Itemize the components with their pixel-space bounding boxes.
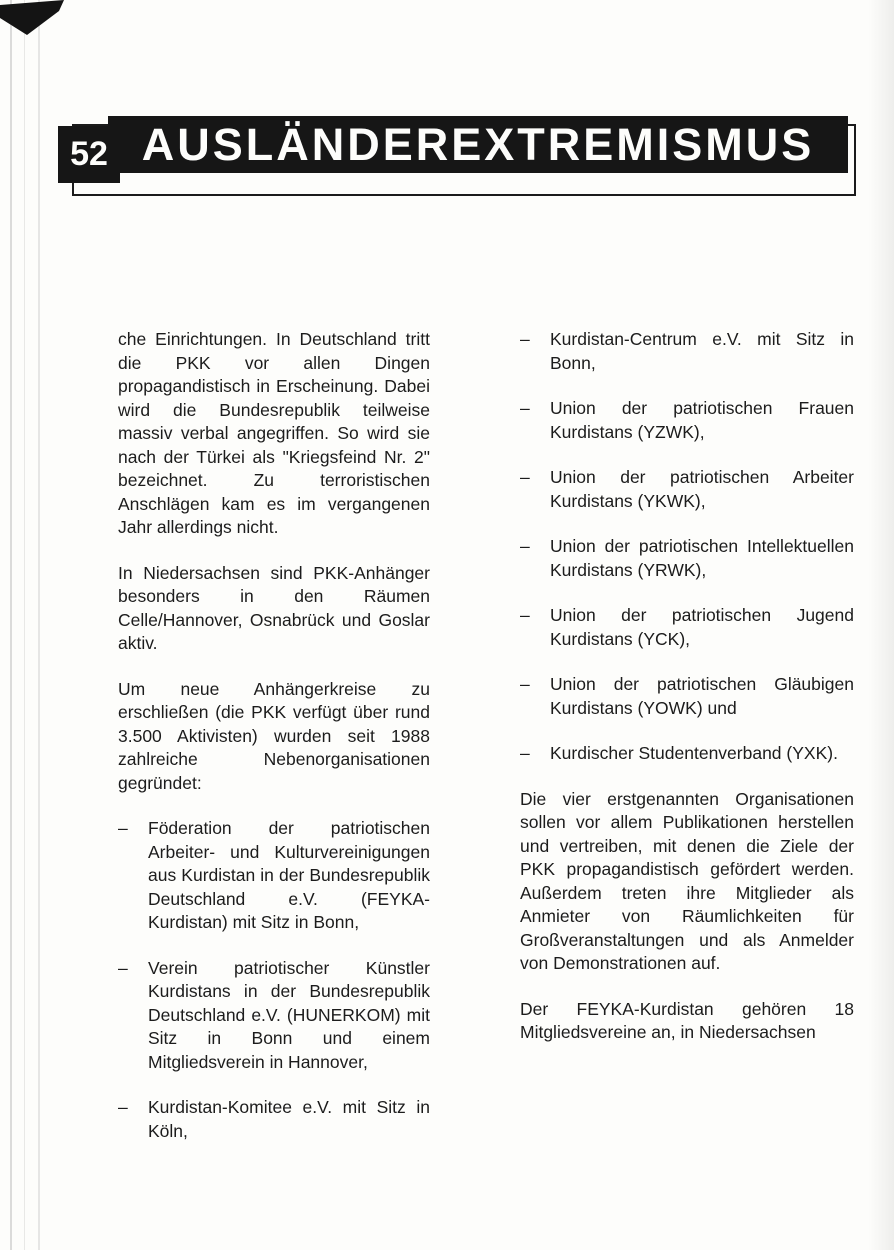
- list-item-text: Kurdistan-Komitee e.V. mit Sitz in Köln,: [148, 1097, 430, 1141]
- list-item: [520, 466, 854, 513]
- list-dash: –: [520, 398, 530, 418]
- list-item-text: Union der patriotischen Jugend Kurdistans (YCK),: [550, 605, 854, 649]
- right-column: [520, 328, 854, 1067]
- list-item: [520, 328, 854, 375]
- list-item-text: Kurdistan-Centrum e.V. mit Sitz in Bonn,: [550, 329, 854, 373]
- list-dash: –: [520, 467, 530, 487]
- list-dash: –: [520, 536, 530, 556]
- list-item-text: Verein patriotischer Künstler Kurdistans in der Bundesrepublik Deutschland e.V. (HUNERKOM) mit Sitz in Bonn und einem Mitgliedsverein in Hannover,: [148, 957, 430, 1072]
- list-item: [118, 957, 430, 1075]
- list-dash: –: [118, 1097, 128, 1117]
- list-item-text: Union der patriotischen Intellektuellen Kurdistans (YRWK),: [550, 536, 854, 580]
- scan-artifact-left-line-2: [24, 0, 25, 1250]
- list-dash: –: [520, 743, 530, 763]
- list-dash: –: [520, 329, 530, 349]
- list-item: [520, 604, 854, 651]
- paragraph: In Niedersachsen sind PKK-Anhänger besonders in den Räumen Celle/Hannover, Osnabrück und Goslar aktiv.: [118, 562, 430, 653]
- header-banner: [108, 116, 848, 173]
- paragraph: che Einrichtungen. In Deutschland tritt die PKK vor allen Dingen propagandistisch in Erscheinung. Dabei wird die Bundesrepublik teilweise massiv verbal angegriffen. So wird sie nach der Türkei als "Kriegsfeind Nr. 2" bezeichnet. Zu terroristischen Anschlägen kam es im vergangenen Jahr allerdings nicht.: [118, 329, 430, 537]
- scan-artifact-corner-mark: [0, 0, 70, 40]
- paragraph: Um neue Anhängerkreise zu erschließen (die PKK verfügt über rund 3.500 Aktivisten) wurden seit 1988 zahlreiche Nebenorganisationen gegründet:: [118, 678, 430, 793]
- list-item-text: Union der patriotischen Gläubigen Kurdistans (YOWK) und: [550, 674, 854, 718]
- list-dash: –: [520, 605, 530, 625]
- page-number-box: [58, 126, 120, 183]
- header-title: AUSLÄNDEREXTREMISMUS: [141, 118, 815, 170]
- scan-artifact-left-line-3: [38, 0, 40, 1250]
- list-dash: –: [118, 818, 128, 838]
- chapter-header: [58, 110, 858, 196]
- list-item-text: Föderation der patriotischen Arbeiter- und Kulturvereinigungen aus Kurdistan in der Bundesrepublik Deutschland e.V. (FEYKA-Kurdistan) mit Sitz in Bonn,: [148, 818, 430, 932]
- list-item: [520, 742, 854, 766]
- paragraph: Die vier erstgenannten Organisationen sollen vor allem Publikationen herstellen und vertreiben, mit denen die Ziele der PKK propagandistisch gefördert werden. Außerdem treten ihre Mitglieder als Anmieter von Räumlichkeiten für Großveranstaltungen und als Anmelder von Demonstrationen auf.: [520, 788, 854, 973]
- scan-artifact-right-shadow: [868, 0, 894, 1250]
- list-item: [118, 817, 430, 935]
- list-item-text: Union der patriotischen Arbeiter Kurdistans (YKWK),: [550, 467, 854, 511]
- scan-artifact-left-line-1: [10, 0, 12, 1250]
- list-item: [118, 1096, 430, 1143]
- list-item: [520, 535, 854, 582]
- list-item: [520, 397, 854, 444]
- list-item: [520, 673, 854, 720]
- list-item-text: Kurdischer Studentenverband (YXK).: [550, 743, 838, 763]
- page-number: 52: [70, 135, 108, 173]
- paragraph: Der FEYKA-Kurdistan gehören 18 Mitgliedsvereine an, in Niedersachsen: [520, 998, 854, 1042]
- list-item-text: Union der patriotischen Frauen Kurdistans (YZWK),: [550, 398, 854, 442]
- list-dash: –: [520, 674, 530, 694]
- left-column: [118, 328, 430, 1165]
- list-dash: –: [118, 957, 128, 978]
